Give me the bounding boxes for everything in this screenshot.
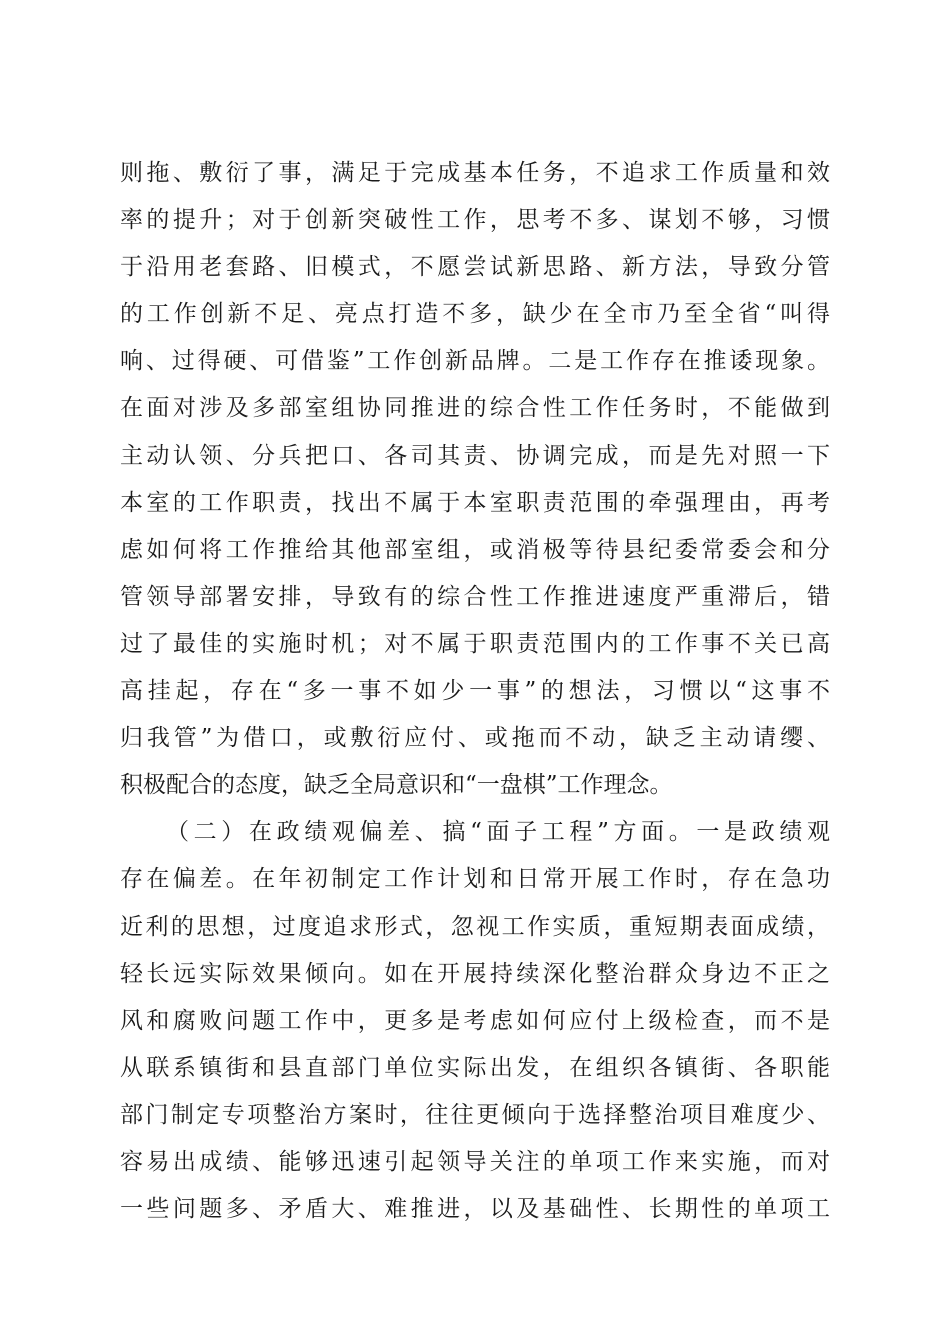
text-line: 容易出成绩、能够迅速引起领导关注的单项工作来实施，而对 xyxy=(120,1148,830,1175)
text-line: 过了最佳的实施时机；对不属于职责范围内的工作事不关已高 xyxy=(120,630,830,657)
text-line: 本室的工作职责，找出不属于本室职责范围的牵强理由，再考 xyxy=(120,489,830,516)
text-line: 于沿用老套路、旧模式，不愿尝试新思路、新方法，导致分管 xyxy=(120,254,830,281)
text-line: 轻长远实际效果倾向。如在开展持续深化整治群众身边不正之 xyxy=(120,960,830,987)
text-line: 则拖、敷衍了事，满足于完成基本任务，不追求工作质量和效 xyxy=(120,160,830,186)
text-line: 率的提升；对于创新突破性工作，思考不多、谋划不够，习惯 xyxy=(120,207,830,234)
text-line: 管领导部署安排，导致有的综合性工作推进速度严重滞后，错 xyxy=(120,583,830,610)
text-line: 一些问题多、矛盾大、难推进，以及基础性、长期性的单项工 xyxy=(120,1196,830,1223)
text-line: 虑如何将工作推给其他部室组，或消极等待县纪委常委会和分 xyxy=(120,536,830,563)
text-line-paragraph-end: 积极配合的态度，缺乏全局意识和“一盘棋”工作理念。 xyxy=(120,772,673,799)
text-line: 从联系镇街和县直部门单位实际出发，在组织各镇街、各职能 xyxy=(120,1054,830,1081)
text-line: 在面对涉及多部室组协同推进的综合性工作任务时，不能做到 xyxy=(120,395,830,422)
text-line: 近利的思想，过度追求形式，忽视工作实质，重短期表面成绩， xyxy=(120,913,830,940)
text-line: 部门制定专项整治方案时，往往更倾向于选择整治项目难度少、 xyxy=(120,1101,830,1128)
text-line: 主动认领、分兵把口、各司其责、协调完成，而是先对照一下 xyxy=(120,442,830,469)
text-line: 存在偏差。在年初制定工作计划和日常开展工作时，存在急功 xyxy=(120,866,830,893)
text-line-section-heading: （二）在政绩观偏差、搞“面子工程”方面。一是政绩观 xyxy=(166,819,830,846)
body-text xyxy=(120,150,830,1233)
text-line: 高挂起，存在“多一事不如少一事”的想法，习惯以“这事不 xyxy=(120,678,830,705)
text-line: 的工作创新不足、亮点打造不多，缺少在全市乃至全省“叫得 xyxy=(120,301,830,328)
text-line: 风和腐败问题工作中，更多是考虑如何应付上级检查，而不是 xyxy=(120,1007,830,1034)
text-line: 响、过得硬、可借鉴”工作创新品牌。二是工作存在推诿现象。 xyxy=(120,348,830,375)
text-line: 归我管”为借口，或敷衍应付、或拖而不动，缺乏主动请缨、 xyxy=(120,725,830,752)
